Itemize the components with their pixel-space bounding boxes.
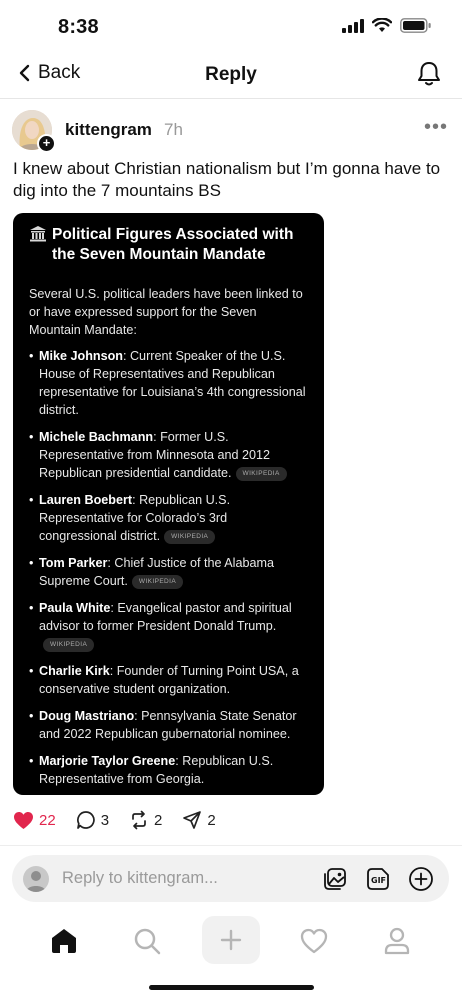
home-icon (49, 927, 79, 955)
post-text: I knew about Christian nationalism but I’m gonna have to dig into the 7 mountains BS (13, 159, 441, 200)
list-item (29, 707, 308, 743)
figure-name: Marjorie Taylor Greene (39, 754, 176, 768)
default-avatar-icon (23, 866, 49, 892)
figure-name: Michele Bachmann (39, 430, 154, 444)
figure-description: : Republican U.S. Representative for Colorado’s 3rd congressional district. (39, 493, 231, 543)
repost-icon (129, 810, 149, 830)
source-badge[interactable]: WIKIPEDIA (132, 575, 183, 589)
repost-button[interactable] (129, 810, 162, 830)
back-label: Back (38, 62, 81, 83)
figure-name: Tom Parker (39, 556, 108, 570)
tab-search[interactable] (130, 924, 164, 958)
signal-icon (342, 19, 364, 33)
page-title: Reply (205, 64, 257, 85)
post-timestamp: 7h (164, 120, 183, 139)
search-icon (133, 927, 161, 955)
list-item (29, 662, 308, 698)
share-button[interactable] (182, 810, 215, 830)
more-attachments-button[interactable] (408, 866, 434, 897)
reply-count: 3 (100, 811, 110, 829)
reply-button[interactable] (76, 810, 109, 830)
card-title (29, 225, 308, 265)
classical-building-icon (29, 225, 48, 265)
card-intro: Several U.S. political leaders have been linked to or have expressed support for the Seven Mountain Mandate: (29, 287, 303, 337)
source-badge[interactable]: WIKIPEDIA (43, 638, 94, 652)
battery-icon (400, 18, 432, 33)
profile-icon (384, 927, 410, 955)
post-actions (13, 808, 236, 832)
figure-description: : Chief Justice of the Alabama Supreme Court. (39, 556, 274, 588)
like-count: 22 (39, 811, 56, 829)
list-item (29, 752, 308, 788)
home-indicator (149, 985, 314, 990)
follow-plus-icon[interactable]: + (37, 134, 56, 153)
repost-count: 2 (154, 811, 163, 829)
figure-name: Charlie Kirk (39, 664, 110, 678)
list-item (29, 599, 308, 653)
info-card (13, 213, 324, 795)
send-icon (182, 810, 202, 830)
list-item (29, 554, 308, 590)
status-icons (342, 18, 432, 33)
wifi-icon (372, 18, 392, 33)
nav-bar (0, 54, 462, 98)
gif-icon (365, 866, 391, 892)
post-header (12, 108, 452, 152)
heart-outline-icon (300, 928, 328, 954)
figure-list (29, 347, 308, 788)
actions-divider (0, 845, 462, 846)
tab-bar (0, 914, 462, 968)
notifications-button[interactable] (416, 60, 442, 93)
tab-create[interactable] (202, 916, 260, 964)
post-username[interactable]: kittengram (65, 120, 152, 139)
figure-description: : Republican U.S. Representative from Georgia. (39, 754, 274, 786)
share-count: 2 (207, 811, 216, 829)
image-icon (322, 866, 348, 892)
plus-circle-icon (408, 866, 434, 892)
figure-description: : Evangelical pastor and spiritual advisor to former President Donald Trump. (39, 601, 292, 633)
figure-name: Lauren Boebert (39, 493, 133, 507)
reply-bar[interactable] (12, 855, 449, 902)
figure-description: : Pennsylvania State Senator and 2022 Republican gubernatorial nominee. (39, 709, 297, 741)
add-gif-button[interactable] (365, 866, 391, 897)
status-time: 8:38 (58, 16, 99, 38)
figure-description: : Founder of Turning Point USA, a conservative student organization. (39, 664, 299, 696)
plus-icon (220, 929, 242, 951)
source-badge[interactable]: WIKIPEDIA (164, 530, 215, 544)
list-item (29, 428, 308, 482)
figure-name: Doug Mastriano (39, 709, 135, 723)
like-button[interactable] (13, 811, 56, 830)
figure-description: : Current Speaker of the U.S. House of Representatives and Republican representative for Louisiana’s 4th congressional district. (39, 349, 306, 417)
reply-avatar (23, 866, 49, 892)
tab-home[interactable] (47, 924, 81, 958)
source-badge[interactable]: WIKIPEDIA (236, 467, 287, 481)
svg-text:GIF: GIF (371, 876, 387, 885)
nav-divider (0, 98, 462, 99)
comment-icon (76, 810, 96, 830)
list-item (29, 491, 308, 545)
more-options-icon[interactable]: ••• (423, 116, 448, 138)
reply-input[interactable]: Reply to kittengram... (62, 869, 218, 887)
card-title-text: Political Figures Associated with the Seven Mountain Mandate (52, 226, 294, 263)
status-bar (0, 0, 462, 54)
list-item (29, 347, 308, 419)
add-image-button[interactable] (322, 866, 348, 897)
figure-description: : Former U.S. Representative from Minnesota and 2012 Republican presidential candidate. (39, 430, 271, 480)
tab-activity[interactable] (297, 924, 331, 958)
figure-name: Mike Johnson (39, 349, 123, 363)
bell-icon (416, 60, 442, 88)
tab-profile[interactable] (380, 924, 414, 958)
heart-icon (13, 811, 34, 830)
figure-name: Paula White (39, 601, 111, 615)
